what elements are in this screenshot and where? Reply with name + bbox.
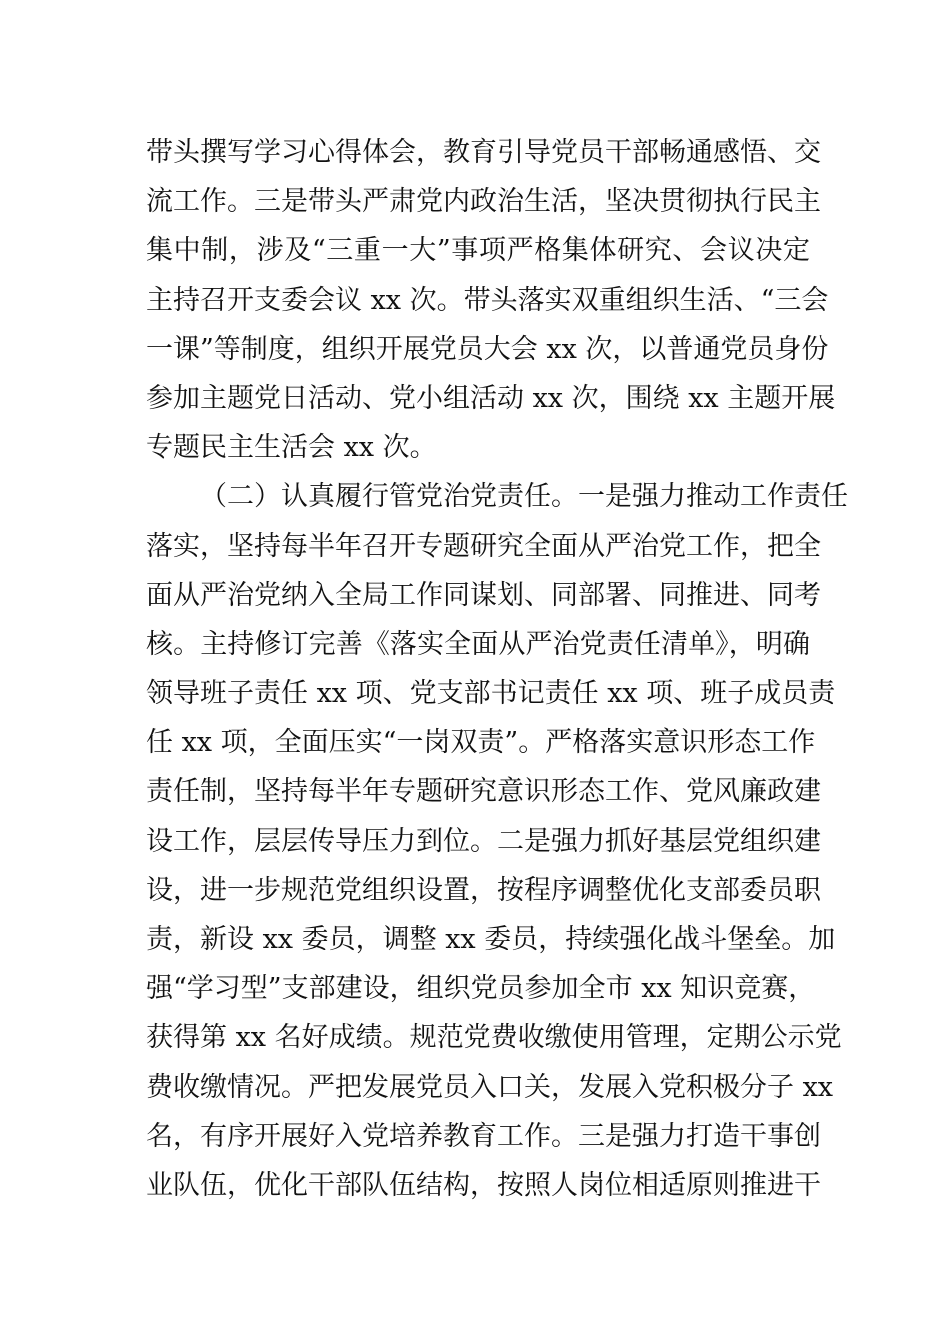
text-line: （二）认真履行管党治党责任。一是强力推动工作责任: [200, 481, 848, 513]
paragraph-1: [146, 128, 836, 472]
text-line: 落实，坚持每半年召开专题研究全面从严治党工作，把全: [146, 530, 821, 562]
text-line: 设，进一步规范党组织设置，按程序调整优化支部委员职: [146, 874, 821, 906]
text-line: 名，有序开展好入党培养教育工作。三是强力打造干事创: [146, 1120, 821, 1152]
text-line: 参加主题党日活动、党小组活动 xx 次，围绕 xx 主题开展: [146, 382, 836, 414]
text-line: 强“学习型”支部建设，组织党员参加全市 xx 知识竞赛，: [146, 973, 816, 1005]
text-line: 获得第 xx 名好成绩。规范党费收缴使用管理，定期公示党: [146, 1022, 842, 1054]
text-line: 任 xx 项，全面压实“一岗双责”。严格落实意识形态工作: [146, 727, 816, 759]
text-line: 业队伍，优化干部队伍结构，按照人岗位相适原则推进干: [146, 1169, 821, 1201]
text-line: 设工作，层层传导压力到位。二是强力抓好基层党组织建: [146, 825, 821, 857]
text-line: 专题民主生活会 xx 次。: [146, 432, 437, 464]
text-line: 面从严治党纳入全局工作同谋划、同部署、同推进、同考: [146, 579, 821, 611]
text-line: 集中制，涉及“三重一大”事项严格集体研究、会议决定: [146, 235, 810, 267]
document-body: [146, 128, 848, 1210]
text-line: 主持召开支委会议 xx 次。带头落实双重组织生活、“三会: [146, 284, 829, 316]
text-line: 带头撰写学习心得体会，教育引导党员干部畅通感悟、交: [146, 137, 821, 168]
paragraph-2: [146, 472, 848, 1210]
text-line: 费收缴情况。严把发展党员入口关，发展入党积极分子 xx: [146, 1071, 834, 1103]
text-line: 流工作。三是带头严肃党内政治生活，坚决贯彻执行民主: [146, 186, 821, 218]
text-line: 责，新设 xx 委员，调整 xx 委员，持续强化战斗堡垒。加: [146, 924, 836, 955]
text-line: 一课”等制度，组织开展党员大会 xx 次，以普通党员身份: [146, 333, 829, 365]
text-line: 领导班子责任 xx 项、党支部书记责任 xx 项、班子成员责: [146, 678, 836, 710]
text-line: 责任制，坚持每半年专题研究意识形态工作、党风廉政建: [146, 776, 821, 808]
text-line: 核。主持修订完善《落实全面从严治党责任清单》，明确: [146, 628, 810, 660]
